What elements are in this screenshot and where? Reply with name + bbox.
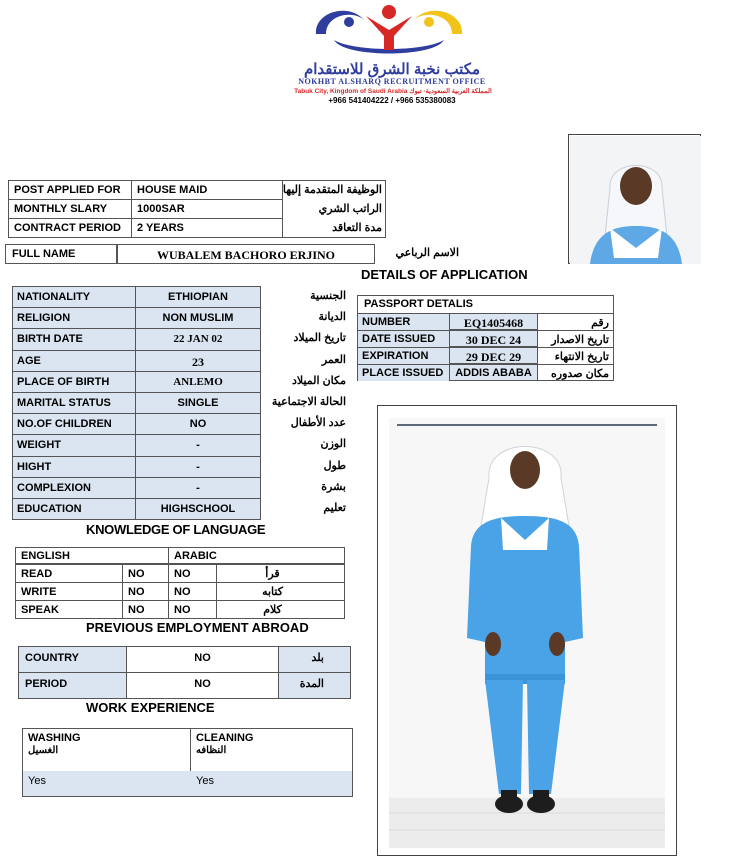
passport-label: DATE ISSUED bbox=[358, 330, 449, 347]
personal-value: NO bbox=[135, 413, 261, 435]
passport-label: NUMBER bbox=[358, 313, 449, 330]
language-col-english: ENGLISH bbox=[15, 547, 168, 564]
personal-label-arabic: مكان الميلاد bbox=[291, 374, 346, 387]
personal-label: MARITAL STATUS bbox=[12, 392, 135, 414]
personal-value: SINGLE bbox=[135, 392, 261, 414]
passport-title: PASSPORT DETALIS bbox=[364, 298, 473, 310]
language-skill-arabic: كلام bbox=[216, 600, 345, 619]
position-value: HOUSE MAID bbox=[131, 180, 283, 200]
personal-label: BIRTH DATE bbox=[12, 328, 135, 350]
personal-label: NO.OF CHILDREN bbox=[12, 413, 135, 435]
personal-value: ETHIOPIAN bbox=[135, 286, 261, 308]
personal-label: COMPLEXION bbox=[12, 477, 135, 499]
previous-employment-heading: PREVIOUS EMPLOYMENT ABROAD bbox=[86, 620, 309, 635]
language-arabic-value: NO bbox=[168, 600, 216, 619]
personal-label: RELIGION bbox=[12, 307, 135, 329]
personal-label-arabic: تعليم bbox=[323, 502, 346, 514]
salary-label-arabic: الراتب الشري bbox=[318, 203, 382, 215]
cleaning-value: Yes bbox=[196, 775, 214, 787]
passport-value: 29 DEC 29 bbox=[449, 347, 538, 364]
personal-label-arabic: بشرة bbox=[321, 480, 346, 493]
passport-label-arabic: تاريخ الانتهاء bbox=[538, 347, 613, 364]
contract-label-arabic: مدة التعاقد bbox=[332, 222, 382, 234]
washing-label: WASHING bbox=[28, 732, 81, 744]
personal-label: AGE bbox=[12, 350, 135, 372]
personal-value: - bbox=[135, 456, 261, 478]
passport-table bbox=[357, 295, 614, 381]
work-experience-heading: WORK EXPERIENCE bbox=[86, 700, 215, 715]
passport-value: 30 DEC 24 bbox=[449, 330, 538, 347]
personal-label: WEIGHT bbox=[12, 434, 135, 456]
washing-value: Yes bbox=[28, 775, 46, 787]
position-label: POST APPLIED FOR bbox=[8, 180, 132, 200]
previous-employment-label: COUNTRY bbox=[18, 646, 126, 673]
contract-label: CONTRACT PERIOD bbox=[8, 218, 132, 238]
position-arabic-box bbox=[282, 180, 386, 238]
previous-employment-value: NO bbox=[126, 646, 279, 673]
address-arabic: المملكة العربية السعودية- تبوك bbox=[409, 88, 492, 95]
contract-value: 2 YEARS bbox=[131, 218, 283, 238]
language-english-value: NO bbox=[122, 600, 168, 619]
personal-label: EDUCATION bbox=[12, 498, 135, 520]
language-skill: READ bbox=[15, 564, 122, 583]
applicant-full-body-frame bbox=[377, 405, 677, 856]
personal-label-arabic: العمر bbox=[321, 353, 346, 366]
personal-label-arabic: طول bbox=[323, 459, 346, 472]
work-experience-value-band bbox=[23, 771, 352, 796]
personal-label: HIGHT bbox=[12, 456, 135, 478]
passport-label: EXPIRATION bbox=[358, 347, 449, 364]
personal-value: ANLEMO bbox=[135, 371, 261, 393]
previous-employment-value: NO bbox=[126, 672, 279, 699]
passport-label: PLACE ISSUED bbox=[358, 364, 449, 381]
passport-label-arabic: رقم bbox=[538, 313, 613, 330]
full-name-value: WUBALEM BACHORO ERJINO bbox=[117, 244, 375, 264]
personal-value: NON MUSLIM bbox=[135, 307, 261, 329]
personal-value: - bbox=[135, 434, 261, 456]
personal-label-arabic: عدد الأطفال bbox=[290, 417, 346, 430]
personal-value: 23 bbox=[135, 350, 261, 372]
washing-label-arabic: الغسيل bbox=[28, 745, 59, 756]
agency-address bbox=[238, 87, 548, 95]
personal-value: HIGHSCHOOL bbox=[135, 498, 261, 520]
full-name-label-arabic: الاسم الرباعي bbox=[395, 247, 459, 259]
applicant-full-body-icon bbox=[389, 418, 665, 848]
address-english: Tabuk City, Kingdom of Saudi Arabia bbox=[294, 88, 408, 95]
previous-employment-label-arabic: بلد bbox=[279, 646, 351, 673]
personal-label-arabic: الجنسية bbox=[310, 290, 346, 302]
personal-label: NATIONALITY bbox=[12, 286, 135, 308]
language-skill: SPEAK bbox=[15, 600, 122, 619]
language-arabic-value: NO bbox=[168, 564, 216, 583]
language-arabic-value: NO bbox=[168, 582, 216, 601]
agency-logo-icon bbox=[304, 0, 474, 58]
cleaning-label: CLEANING bbox=[196, 732, 254, 744]
full-name-label: FULL NAME bbox=[5, 244, 117, 264]
passport-label-arabic: تاريخ الاصدار bbox=[538, 330, 613, 347]
agency-name-english: NOKHBT ALSHARQ RECRUITMENT OFFICE bbox=[298, 77, 486, 86]
previous-employment-label: PERIOD bbox=[18, 672, 126, 699]
applicant-portrait-frame bbox=[568, 134, 701, 264]
work-experience-table bbox=[22, 728, 353, 797]
details-heading: DETAILS OF APPLICATION bbox=[361, 267, 528, 282]
personal-label-arabic: الديانة bbox=[318, 311, 346, 324]
position-label-arabic: الوظيفة المتقدمة إليها bbox=[282, 184, 382, 196]
passport-value: ADDIS ABABA bbox=[449, 364, 538, 381]
previous-employment-label-arabic: المدة bbox=[279, 672, 351, 699]
personal-label-arabic: الحالة الاجتماعية bbox=[271, 396, 346, 408]
salary-value: 1000SAR bbox=[131, 199, 283, 219]
language-table bbox=[15, 547, 345, 618]
language-skill: WRITE bbox=[15, 582, 122, 601]
language-col-arabic: ARABIC bbox=[168, 547, 345, 564]
personal-value: - bbox=[135, 477, 261, 499]
personal-details-table bbox=[12, 286, 350, 519]
agency-name-arabic: مكتب نخبة الشرق للاستقدام bbox=[303, 61, 481, 78]
language-skill-arabic: قرأ bbox=[216, 564, 345, 583]
salary-label: MONTHLY SLARY bbox=[8, 199, 132, 219]
personal-label: PLACE OF BIRTH bbox=[12, 371, 135, 393]
language-heading: KNOWLEDGE OF LANGUAGE bbox=[86, 522, 266, 537]
agency-phones: +966 541404222 / +966 535380083 bbox=[328, 96, 456, 105]
personal-label-arabic: الوزن bbox=[320, 438, 346, 451]
personal-value: 22 JAN 02 bbox=[135, 328, 261, 350]
agency-header bbox=[232, 0, 552, 110]
personal-label-arabic: تاريخ الميلاد bbox=[293, 332, 346, 345]
passport-label-arabic: مكان صدوره bbox=[538, 364, 613, 381]
language-english-value: NO bbox=[122, 564, 168, 583]
previous-employment-table bbox=[18, 646, 351, 699]
language-skill-arabic: كتابه bbox=[216, 582, 345, 601]
cleaning-label-arabic: النظافه bbox=[196, 745, 227, 756]
language-english-value: NO bbox=[122, 582, 168, 601]
applicant-portrait-icon bbox=[570, 136, 701, 264]
passport-value: EQ1405468 bbox=[449, 313, 538, 330]
